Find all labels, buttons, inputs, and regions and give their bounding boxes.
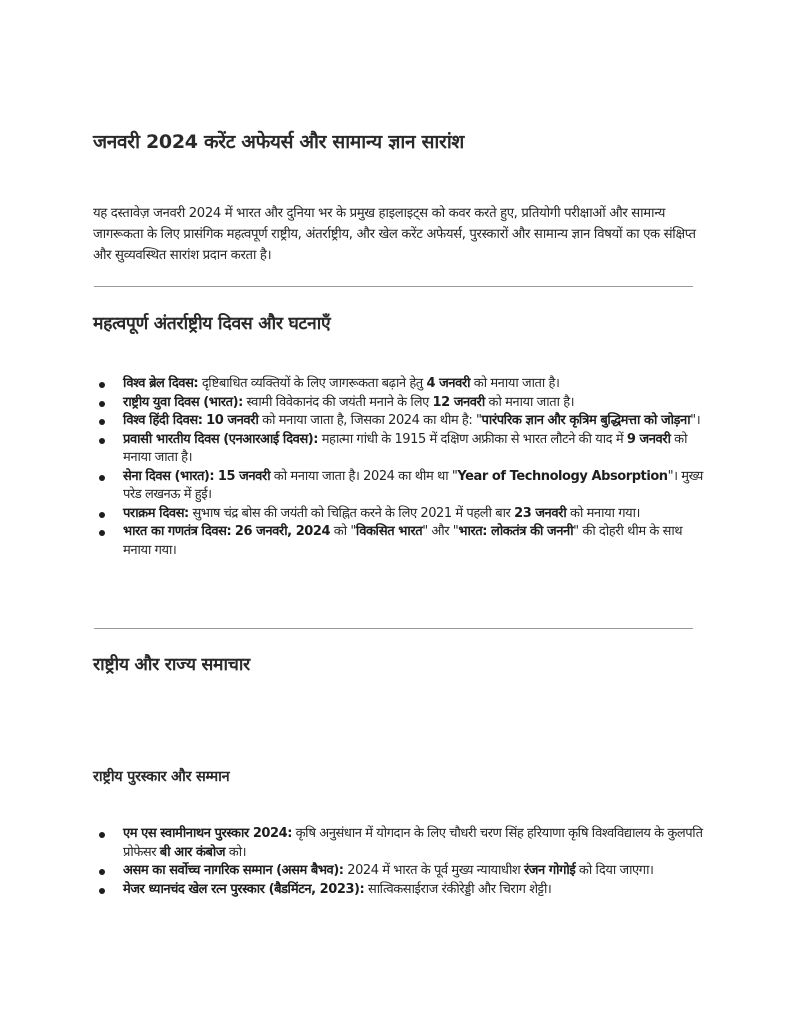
section-heading-international-days: महत्वपूर्ण अंतर्राष्ट्रीय दिवस और घटनाएँ	[93, 314, 331, 334]
intro-paragraph: यह दस्तावेज़ जनवरी 2024 में भारत और दुनिया भर के प्रमुख हाइलाइट्स को कवर करते हुए, प्रतियोगी परीक्षाओं और सामान्य जागरूकता के लिए प्रासंगिक महत्वपूर्ण राष्ट्रीय, अंतर्राष्ट्रीय, और खेल करेंट अफेयर्स, पुरस्कारों और सामान्य ज्ञान विषयों का एक संक्षिप्त और सुव्यवस्थित सारांश प्रदान करता है।	[93, 206, 696, 263]
bullet-icon	[99, 512, 105, 518]
list-item	[93, 394, 703, 413]
subsection-heading-national-awards: राष्ट्रीय पुरस्कार और सम्मान	[93, 769, 230, 785]
section-divider	[94, 286, 693, 287]
list-item-text: प्रवासी भारतीय दिवस (एनआरआई दिवस): महात्मा गांधी के 1915 में दक्षिण अफ्रीका से भारत लौटने की याद में 9 जनवरी को मनाया जाता है।	[123, 431, 688, 465]
list-item	[93, 505, 703, 524]
bullet-icon	[99, 475, 105, 481]
bullet-icon	[99, 832, 105, 838]
list-item-text: राष्ट्रीय युवा दिवस (भारत): स्वामी विवेकानंद की जयंती मनाने के लिए 12 जनवरी को मनाया जाता है।	[123, 394, 575, 410]
list-item	[93, 468, 703, 505]
list-item-text: विश्व हिंदी दिवस: 10 जनवरी को मनाया जाता है, जिसका 2024 का थीम है: "पारंपरिक ज्ञान और कृत्रिम बुद्धिमत्ता को जोड़ना"।	[123, 413, 701, 428]
list-item	[93, 375, 703, 394]
list-item-text: भारत का गणतंत्र दिवस: 26 जनवरी, 2024 को "विकसित भारत" और "भारत: लोकतंत्र की जननी" की दोहरी थीम के साथ मनाया गया।	[123, 524, 683, 558]
list-item	[93, 523, 703, 560]
list-item-text: एम एस स्वामीनाथन पुरस्कार 2024: कृषि अनुसंधान में योगदान के लिए चौधरी चरण सिंह हरियाणा कृषि विश्वविद्यालय के कुलपति प्रोफेसर बी आर कंबोज को।	[123, 826, 703, 860]
international-days-list	[93, 375, 703, 560]
national-awards-list	[93, 825, 703, 899]
list-item	[93, 431, 703, 468]
list-item-text: असम का सर्वोच्च नागरिक सम्मान (असम बैभव): 2024 में भारत के पूर्व मुख्य न्यायाधीश रंजन गोगोई को दिया जाएगा।	[123, 863, 654, 878]
bullet-icon	[99, 869, 105, 875]
bullet-icon	[99, 530, 105, 536]
list-item	[93, 881, 703, 900]
section-divider	[94, 628, 693, 629]
section-heading-national-state-news: राष्ट्रीय और राज्य समाचार	[93, 655, 250, 675]
bullet-icon	[99, 438, 105, 444]
bullet-icon	[99, 382, 105, 388]
bullet-icon	[99, 401, 105, 407]
bullet-icon	[99, 888, 105, 894]
list-item	[93, 412, 703, 431]
document-title: जनवरी 2024 करेंट अफेयर्स और सामान्य ज्ञान सारांश	[93, 131, 465, 153]
list-item	[93, 825, 703, 862]
list-item	[93, 862, 703, 881]
list-item-text: विश्व ब्रेल दिवस: दृष्टिबाधित व्यक्तियों के लिए जागरूकता बढ़ाने हेतु 4 जनवरी को मनाया जाता है।	[123, 376, 560, 391]
list-item-text: मेजर ध्यानचंद खेल रत्न पुरस्कार (बैडमिंटन, 2023): सात्विकसाईराज रंकीरेड्डी और चिराग शेट्टी।	[123, 881, 552, 897]
bullet-icon	[99, 419, 105, 425]
list-item-text: सेना दिवस (भारत): 15 जनवरी को मनाया जाता है। 2024 का थीम था "Year of Technology Absorption"। मुख्य परेड लखनऊ में हुई।	[123, 468, 703, 502]
list-item-text: पराक्रम दिवस: सुभाष चंद्र बोस की जयंती को चिह्नित करने के लिए 2021 में पहली बार 23 जनवरी को मनाया गया।	[123, 505, 641, 521]
